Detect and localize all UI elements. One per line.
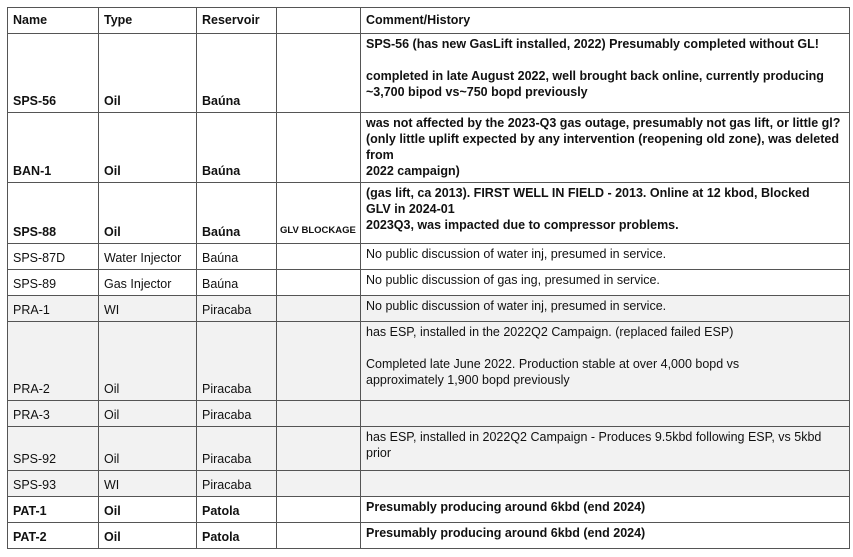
cell-comment — [361, 34, 850, 113]
cell-reservoir: Piracaba — [197, 322, 277, 401]
cell-reservoir: Baúna — [197, 183, 277, 244]
cell-note — [277, 296, 361, 322]
comment-line: (gas lift, ca 2013). FIRST WELL IN FIELD - 2013. Online at 12 kbod, Blocked — [366, 186, 810, 200]
cell-comment — [361, 322, 850, 401]
comment-line: SPS-56 (has new GasLift installed, 2022) Presumably completed without GL! — [366, 37, 819, 51]
comment-line: 2023Q3, was impacted due to compressor problems. — [366, 218, 679, 232]
cell-name: SPS-56 — [8, 34, 99, 113]
cell-name: SPS-89 — [8, 270, 99, 296]
cell-type: WI — [99, 471, 197, 497]
cell-note — [277, 113, 361, 183]
cell-note — [277, 270, 361, 296]
cell-reservoir: Baúna — [197, 270, 277, 296]
comment-line: No public discussion of gas ing, presumed in service. — [366, 273, 660, 287]
cell-type: Oil — [99, 183, 197, 244]
cell-reservoir: Patola — [197, 523, 277, 549]
comment-line: Presumably producing around 6kbd (end 2024) — [366, 500, 646, 514]
cell-name: SPS-87D — [8, 244, 99, 270]
cell-type: WI — [99, 296, 197, 322]
comment-spacer — [366, 340, 844, 356]
cell-note: GLV BLOCKAGE — [277, 183, 361, 244]
cell-type: Oil — [99, 523, 197, 549]
header-reservoir: Reservoir — [197, 8, 277, 34]
cell-comment — [361, 270, 850, 296]
cell-note — [277, 34, 361, 113]
cell-reservoir: Baúna — [197, 34, 277, 113]
comment-spacer — [366, 52, 844, 68]
comment-line: Completed late June 2022. Production stable at over 4,000 bopd vs — [366, 357, 740, 371]
cell-note — [277, 244, 361, 270]
comment-line: completed in late August 2022, well brought back online, currently producing — [366, 69, 824, 83]
cell-comment — [361, 497, 850, 523]
cell-name: SPS-92 — [8, 427, 99, 471]
comment-line: prior — [366, 446, 392, 460]
comment-line: has ESP, installed in the 2022Q2 Campaign. (replaced failed ESP) — [366, 325, 734, 339]
comment-line: was not affected by the 2023-Q3 gas outage, presumably not gas lift, or little gl? — [366, 116, 841, 130]
comment-line: approximately 1,900 bopd previously — [366, 373, 570, 387]
comment-line: 2022 campaign) — [366, 164, 460, 178]
cell-comment — [361, 471, 850, 497]
cell-type: Oil — [99, 401, 197, 427]
cell-name: SPS-88 — [8, 183, 99, 244]
cell-name: PRA-2 — [8, 322, 99, 401]
cell-comment — [361, 113, 850, 183]
cell-type: Gas Injector — [99, 270, 197, 296]
cell-note — [277, 523, 361, 549]
cell-name: BAN-1 — [8, 113, 99, 183]
table-row — [8, 523, 850, 549]
table-row — [8, 497, 850, 523]
table-row — [8, 113, 850, 183]
comment-line: GLV in 2024-01 — [366, 202, 455, 216]
cell-reservoir: Patola — [197, 497, 277, 523]
comment-line: ~3,700 bipod vs~750 bopd previously — [366, 85, 588, 99]
table-row — [8, 244, 850, 270]
table-row — [8, 322, 850, 401]
cell-comment — [361, 401, 850, 427]
header-name: Name — [8, 8, 99, 34]
table-row — [8, 427, 850, 471]
cell-reservoir: Piracaba — [197, 427, 277, 471]
cell-type: Oil — [99, 497, 197, 523]
cell-comment — [361, 296, 850, 322]
cell-note — [277, 401, 361, 427]
cell-name: PRA-1 — [8, 296, 99, 322]
table-row — [8, 471, 850, 497]
cell-note — [277, 497, 361, 523]
table-row — [8, 183, 850, 244]
cell-type: Oil — [99, 113, 197, 183]
header-comment: Comment/History — [361, 8, 850, 34]
cell-reservoir: Baúna — [197, 244, 277, 270]
comment-line: (only little uplift expected by any intervention (reopening old zone), was deleted from — [366, 132, 839, 162]
cell-type: Oil — [99, 322, 197, 401]
comment-line: Presumably producing around 6kbd (end 2024) — [366, 526, 646, 540]
table-row — [8, 296, 850, 322]
cell-comment — [361, 183, 850, 244]
comment-line: has ESP, installed in 2022Q2 Campaign - Produces 9.5kbd following ESP, vs 5kbd — [366, 430, 822, 444]
cell-name: PRA-3 — [8, 401, 99, 427]
cell-reservoir: Piracaba — [197, 296, 277, 322]
cell-note — [277, 427, 361, 471]
cell-name: SPS-93 — [8, 471, 99, 497]
well-status-table — [7, 7, 850, 549]
cell-name: PAT-1 — [8, 497, 99, 523]
header-row — [8, 8, 850, 34]
cell-name: PAT-2 — [8, 523, 99, 549]
cell-reservoir: Baúna — [197, 113, 277, 183]
header-note — [277, 8, 361, 34]
cell-comment — [361, 244, 850, 270]
cell-reservoir: Piracaba — [197, 401, 277, 427]
cell-type: Water Injector — [99, 244, 197, 270]
cell-comment — [361, 523, 850, 549]
cell-comment — [361, 427, 850, 471]
table-row — [8, 270, 850, 296]
cell-note — [277, 322, 361, 401]
table-row — [8, 34, 850, 113]
cell-reservoir: Piracaba — [197, 471, 277, 497]
header-type: Type — [99, 8, 197, 34]
cell-note — [277, 471, 361, 497]
comment-line: No public discussion of water inj, presumed in service. — [366, 299, 667, 313]
cell-type: Oil — [99, 427, 197, 471]
table-row — [8, 401, 850, 427]
cell-type: Oil — [99, 34, 197, 113]
comment-line: No public discussion of water inj, presumed in service. — [366, 247, 667, 261]
